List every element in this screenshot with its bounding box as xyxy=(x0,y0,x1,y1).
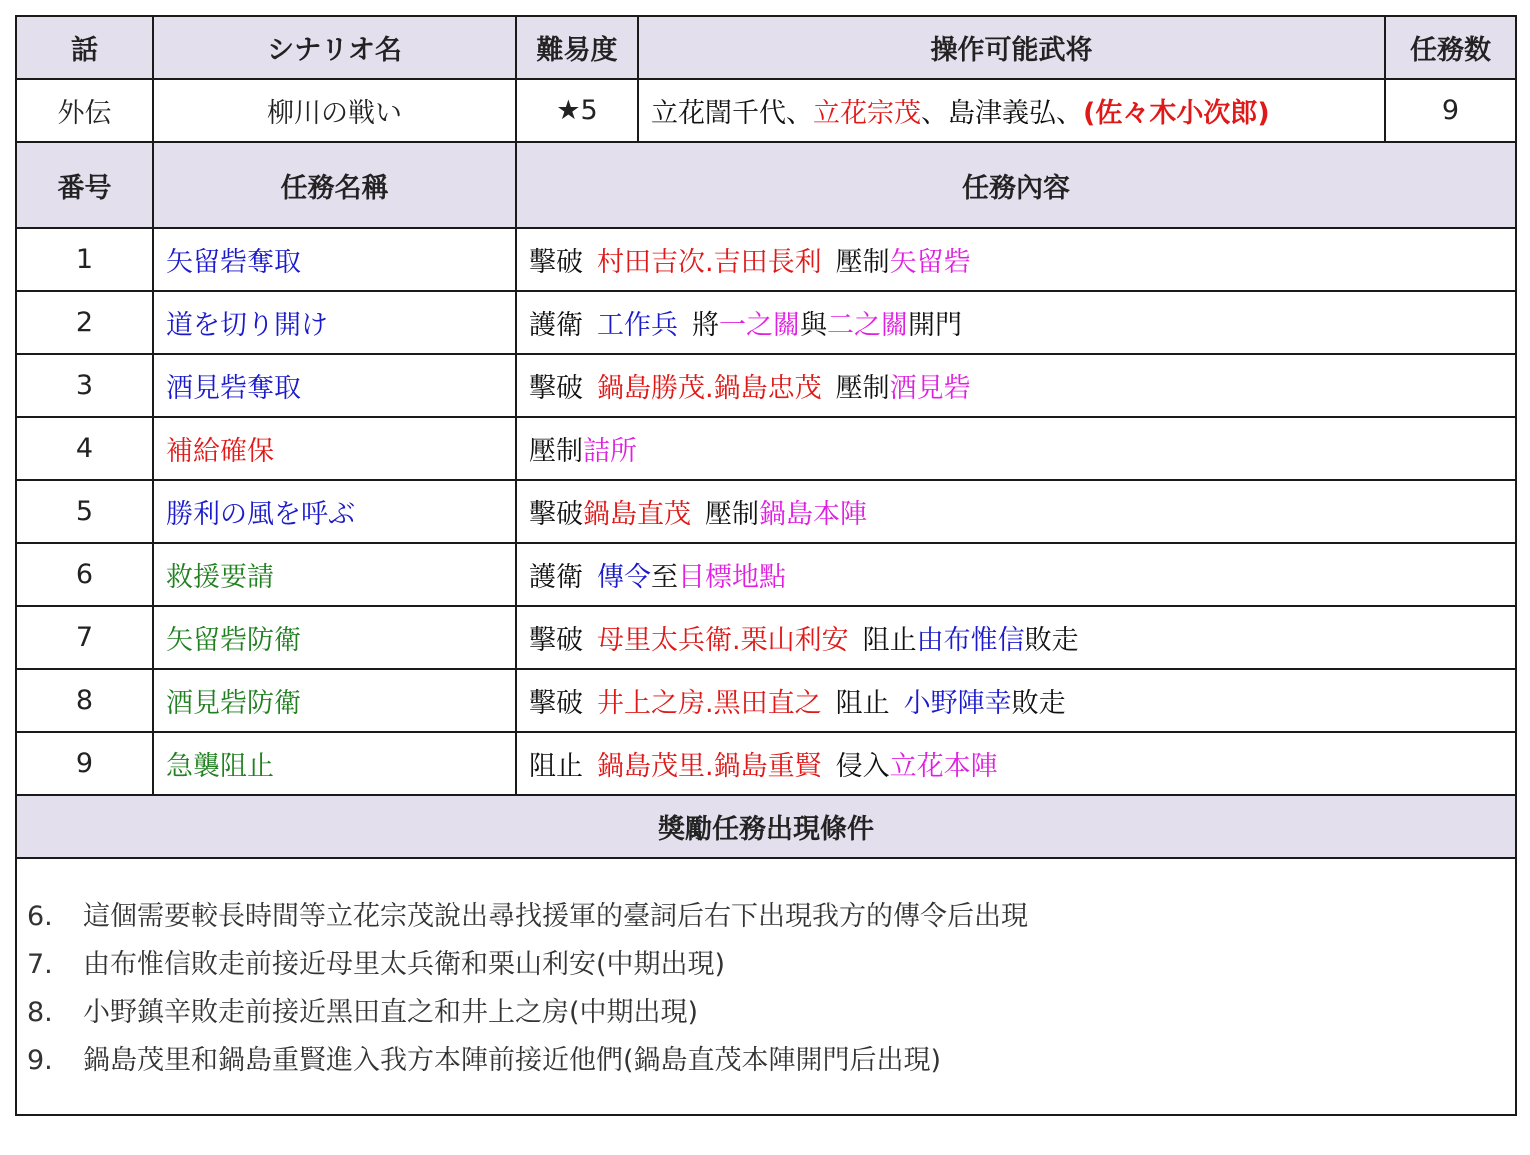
mission-name: 補給確保 xyxy=(153,417,516,480)
content-verb: 擊破 xyxy=(529,373,583,404)
mission-name: 勝利の風を呼ぶ xyxy=(153,480,516,543)
content-location: 矢留砦 xyxy=(889,247,971,278)
content-verb: 阻止 xyxy=(835,688,890,719)
mission-table xyxy=(15,15,1517,1116)
episode-value: 外伝 xyxy=(16,79,153,142)
content-location: 立花本陣 xyxy=(889,751,998,782)
list-item xyxy=(17,989,1515,1037)
mission-name: 道を切り開け xyxy=(153,291,516,354)
general-3: 島津義弘 xyxy=(948,98,1056,129)
header-mission-name: 任務名稱 xyxy=(153,142,516,228)
table-row xyxy=(16,228,1516,291)
mission-number: 1 xyxy=(16,228,153,291)
mission-number: 8 xyxy=(16,669,153,732)
content-verb: 擊破 xyxy=(529,247,583,278)
mission-count-value: 9 xyxy=(1385,79,1516,142)
mission-name: 矢留砦防衛 xyxy=(153,606,516,669)
mission-content xyxy=(516,606,1516,669)
content-conj: 與 xyxy=(800,310,827,341)
table-row xyxy=(16,732,1516,795)
separator: 、 xyxy=(786,98,813,129)
content-verb: 護衛 xyxy=(529,562,583,593)
mission-content xyxy=(516,291,1516,354)
mission-content xyxy=(516,417,1516,480)
content-verb: 阻止 xyxy=(862,625,917,656)
mission-content xyxy=(516,669,1516,732)
header-number: 番号 xyxy=(16,142,153,228)
mission-number: 3 xyxy=(16,354,153,417)
separator: 、 xyxy=(921,98,948,129)
difficulty-value: ★5 xyxy=(516,79,638,142)
mission-number: 4 xyxy=(16,417,153,480)
content-target: 傳令 xyxy=(597,562,651,593)
content-verb: 敗走 xyxy=(1011,688,1066,719)
mission-content xyxy=(516,354,1516,417)
content-location: 酒見砦 xyxy=(889,373,971,404)
general-4: (佐々木小次郎) xyxy=(1083,98,1270,129)
mission-number: 9 xyxy=(16,732,153,795)
content-verb: 壓制 xyxy=(835,373,890,404)
list-item xyxy=(17,941,1515,989)
header-mission-content: 任務內容 xyxy=(516,142,1516,228)
content-location: 詰所 xyxy=(583,436,637,467)
content-ally: 小野陣幸 xyxy=(903,688,1012,719)
table-row xyxy=(16,417,1516,480)
content-location: 鍋島本陣 xyxy=(759,499,867,530)
table-row xyxy=(16,669,1516,732)
reward-notes xyxy=(16,858,1516,1115)
note-number: 7. xyxy=(27,949,53,980)
header-episode: 話 xyxy=(16,16,153,79)
content-location: 二之關 xyxy=(827,310,908,341)
table-row xyxy=(16,354,1516,417)
content-location: 目標地點 xyxy=(678,562,786,593)
reward-title: 獎勵任務出現條件 xyxy=(16,795,1516,858)
table-row xyxy=(16,543,1516,606)
content-verb: 擊破 xyxy=(529,499,583,530)
reward-header-row xyxy=(16,795,1516,858)
note-number: 6. xyxy=(27,901,53,932)
header-mission-count: 任務数 xyxy=(1385,16,1516,79)
table-row xyxy=(16,606,1516,669)
content-verb: 阻止 xyxy=(529,751,583,782)
mission-name: 矢留砦奪取 xyxy=(153,228,516,291)
note-number: 9. xyxy=(27,1045,53,1076)
mission-number: 6 xyxy=(16,543,153,606)
mission-number: 7 xyxy=(16,606,153,669)
note-text: 這個需要較長時間等立花宗茂說出尋找援軍的臺詞后右下出現我方的傳令后出現 xyxy=(83,901,1028,932)
content-verb: 擊破 xyxy=(529,688,583,719)
content-verb: 將 xyxy=(692,310,719,341)
content-verb: 侵入 xyxy=(835,751,890,782)
content-target: 母里太兵衛.栗山利安 xyxy=(597,625,849,656)
content-target: 鍋島茂里.鍋島重賢 xyxy=(597,751,822,782)
content-target: 鍋島勝茂.鍋島忠茂 xyxy=(597,373,822,404)
mission-header-row xyxy=(16,142,1516,228)
table-row xyxy=(16,480,1516,543)
content-conj: 至 xyxy=(651,562,678,593)
header-row xyxy=(16,16,1516,79)
mission-content xyxy=(516,732,1516,795)
scenario-name: 柳川の戦い xyxy=(153,79,516,142)
separator: 、 xyxy=(1056,98,1083,129)
mission-content xyxy=(516,480,1516,543)
content-ally: 由布惟信 xyxy=(916,625,1025,656)
mission-name: 急襲阻止 xyxy=(153,732,516,795)
content-target: 井上之房.黑田直之 xyxy=(597,688,822,719)
mission-name: 酒見砦防衛 xyxy=(153,669,516,732)
mission-content xyxy=(516,228,1516,291)
note-text: 由布惟信敗走前接近母里太兵衛和栗山利安(中期出現) xyxy=(83,949,726,980)
note-text: 小野鎮辛敗走前接近黑田直之和井上之房(中期出現) xyxy=(83,997,699,1028)
list-item xyxy=(17,893,1515,941)
note-number: 8. xyxy=(27,997,53,1028)
list-item xyxy=(17,1037,1515,1085)
content-verb: 擊破 xyxy=(529,625,583,656)
table-row xyxy=(16,291,1516,354)
general-2: 立花宗茂 xyxy=(813,98,921,129)
content-verb: 敗走 xyxy=(1024,625,1079,656)
reward-notes-row xyxy=(16,858,1516,1115)
header-generals: 操作可能武将 xyxy=(638,16,1385,79)
content-verb: 壓制 xyxy=(835,247,890,278)
content-verb: 護衛 xyxy=(529,310,583,341)
content-verb: 開門 xyxy=(908,310,962,341)
mission-content xyxy=(516,543,1516,606)
content-verb: 壓制 xyxy=(705,499,759,530)
content-target: 村田吉次.吉田長利 xyxy=(597,247,822,278)
mission-number: 2 xyxy=(16,291,153,354)
general-1: 立花誾千代 xyxy=(651,98,786,129)
content-location: 一之關 xyxy=(719,310,800,341)
note-text: 鍋島茂里和鍋島重賢進入我方本陣前接近他們(鍋島直茂本陣開門后出現) xyxy=(83,1045,942,1076)
info-row xyxy=(16,79,1516,142)
mission-number: 5 xyxy=(16,480,153,543)
header-scenario: シナリオ名 xyxy=(153,16,516,79)
header-difficulty: 難易度 xyxy=(516,16,638,79)
content-verb: 壓制 xyxy=(529,436,583,467)
mission-name: 酒見砦奪取 xyxy=(153,354,516,417)
generals-list xyxy=(638,79,1385,142)
content-target: 鍋島直茂 xyxy=(583,499,691,530)
content-target: 工作兵 xyxy=(597,310,678,341)
mission-name: 救援要請 xyxy=(153,543,516,606)
